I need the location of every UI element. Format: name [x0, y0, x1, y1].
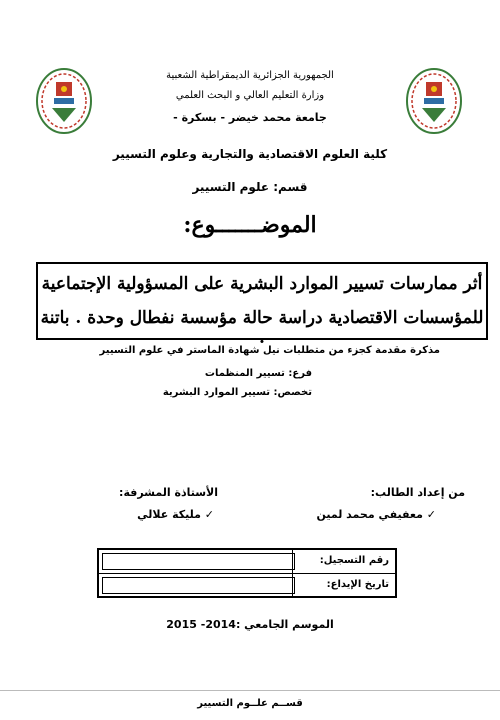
registration-number-label: رقم التسجيل: [292, 550, 395, 573]
topic-title-line-1: أثر ممارسات تسيير الموارد البشرية على المسؤولية الإجتماعية [41, 274, 483, 294]
checkmark-icon: ✓ [204, 508, 214, 521]
specialty-line: تخصص: تسيير الموارد البشرية [162, 387, 312, 398]
deposit-date-field [99, 574, 298, 597]
registration-number-row [99, 550, 395, 574]
student-name: معفيفي محمد لمين [316, 508, 423, 521]
topic-title-box [36, 262, 488, 348]
registration-number-field [99, 550, 298, 573]
supervisor-label: الأستاذة المشرفة: [119, 486, 218, 499]
registration-table [97, 548, 397, 598]
ministry-line: وزارة التعليم العالي و البحث العلمي [175, 90, 325, 101]
academic-year: الموسم الجامعي :2014- 2015 [166, 618, 334, 631]
university-line: جامعة محمد خيضر - بسكرة - [173, 111, 327, 124]
footer-text: قســم علــوم التسيير [197, 698, 303, 709]
faculty-line: كلية العلوم الاقتصادية والتجارية وعلوم التسيير [112, 147, 388, 161]
student-label: من إعداد الطالب: [370, 486, 465, 499]
deposit-date-label: تاريخ الإيداع: [292, 574, 395, 597]
branch-line: فرع: تسيير المنظمات [204, 368, 312, 379]
student-entry [316, 508, 436, 521]
topic-title-line-2: للمؤسسات الاقتصادية دراسة حالة مؤسسة نفطال وحدة . باتنة . [40, 308, 484, 348]
checkmark-icon: ✓ [426, 508, 436, 521]
republic-line: الجمهورية الجزائرية الديمقراطية الشعبية [166, 70, 334, 81]
topic-label: الموضـــــــوع: [183, 212, 317, 238]
footer-divider [0, 690, 500, 691]
department-line: قسم: علوم التسيير [192, 180, 308, 194]
supervisor-entry [137, 508, 214, 521]
deposit-date-row [99, 574, 395, 597]
thesis-purpose: مذكرة مقدمة كجزء من متطلبات نيل شهادة الماستر في علوم التسيير [99, 345, 440, 356]
supervisor-name: مليكة علالي [137, 508, 201, 521]
